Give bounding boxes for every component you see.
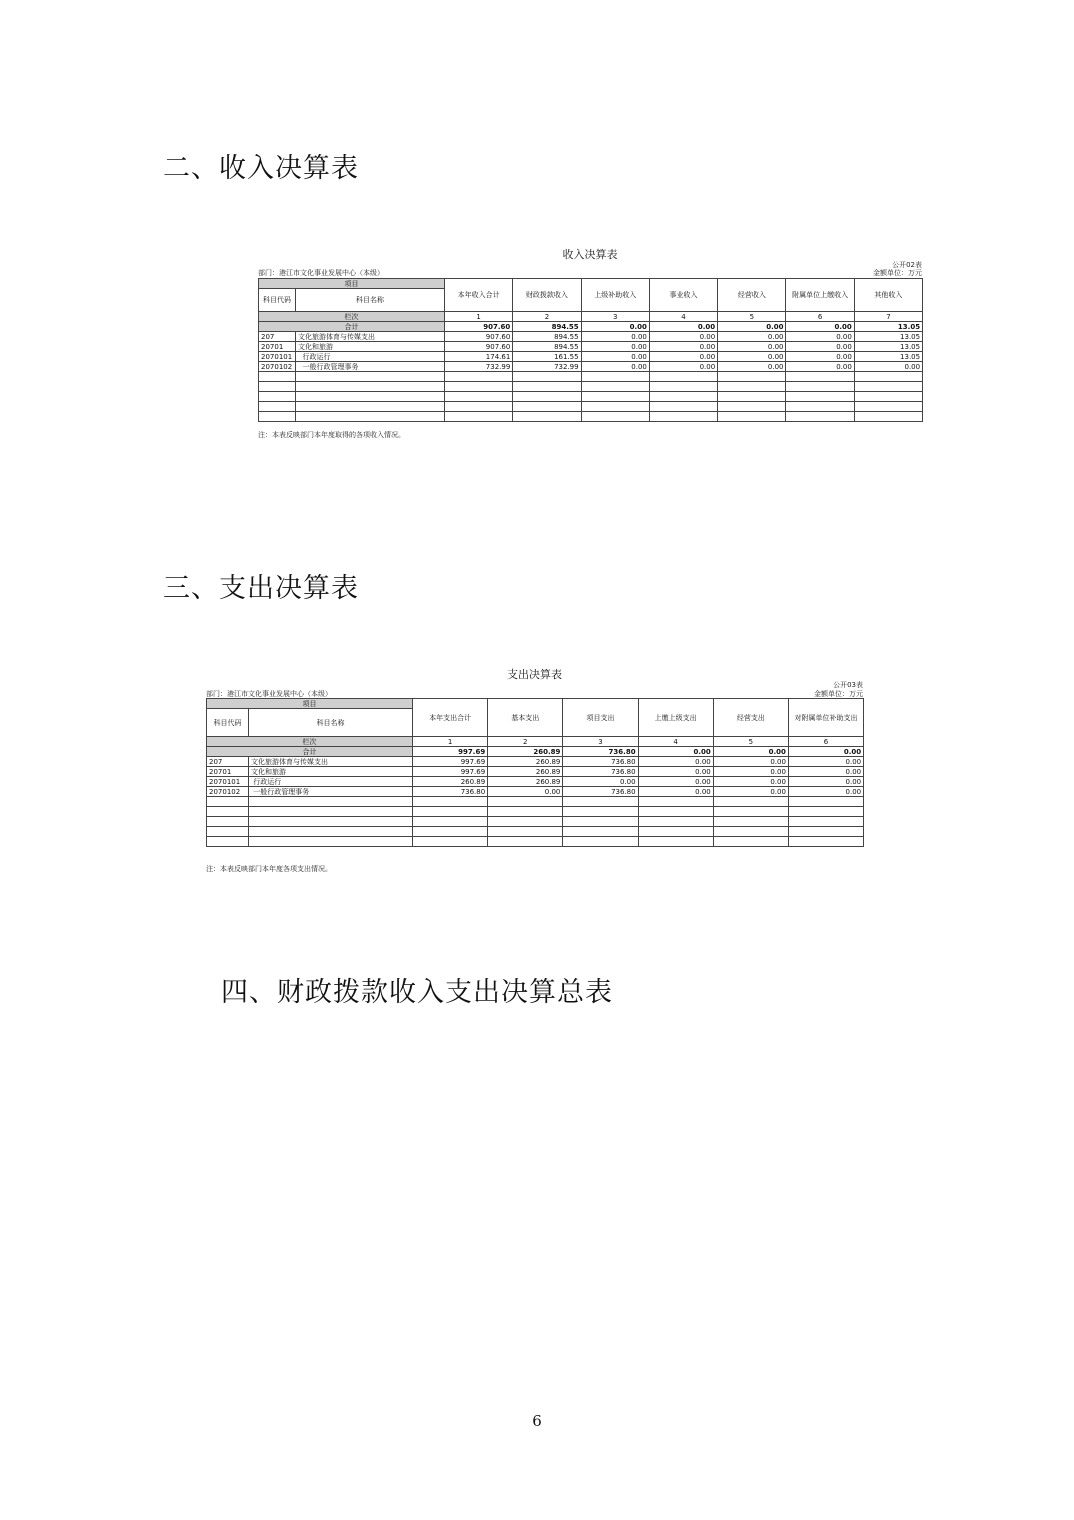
income-note: 注：本表反映部门本年度取得的各项收入情况。 [258, 431, 405, 439]
value-cell: 0.00 [786, 362, 854, 372]
column-header: 经营支出 [713, 699, 788, 737]
column-header: 项目支出 [563, 699, 638, 737]
subject-name-cell: 文化旅游体育与传媒支出 [296, 332, 445, 342]
empty-cell [713, 837, 788, 847]
page-number: 6 [532, 1412, 542, 1430]
empty-cell [445, 392, 513, 402]
table-row [259, 362, 923, 372]
value-cell: 907.60 [445, 342, 513, 352]
empty-cell [259, 372, 296, 382]
value-cell: 0.00 [718, 352, 786, 362]
table-row [259, 332, 923, 342]
total-row [259, 322, 923, 332]
value-cell: 0.00 [713, 757, 788, 767]
income-table-title: 收入决算表 [562, 248, 618, 261]
empty-row [259, 382, 923, 392]
empty-cell [786, 372, 854, 382]
table-row [207, 767, 864, 777]
value-cell: 0.00 [638, 757, 713, 767]
group-header-cell: 项目 [259, 279, 445, 289]
income-table [258, 278, 923, 422]
empty-cell [638, 827, 713, 837]
empty-cell [563, 797, 638, 807]
empty-cell [259, 412, 296, 422]
empty-cell [649, 392, 717, 402]
seq-cell: 4 [638, 737, 713, 747]
empty-cell [296, 382, 445, 392]
empty-cell [638, 797, 713, 807]
value-cell: 0.00 [788, 767, 863, 777]
empty-cell [718, 402, 786, 412]
subject-code-cell: 2070102 [259, 362, 296, 372]
empty-cell [413, 817, 488, 827]
code-header: 科目代码 [207, 709, 249, 737]
empty-cell [249, 837, 413, 847]
value-cell: 0.00 [488, 787, 563, 797]
empty-cell [718, 372, 786, 382]
empty-cell [788, 817, 863, 827]
subject-code-cell: 207 [259, 332, 296, 342]
empty-cell [649, 382, 717, 392]
value-cell: 0.00 [638, 777, 713, 787]
empty-cell [445, 372, 513, 382]
empty-cell [296, 392, 445, 402]
value-cell: 174.61 [445, 352, 513, 362]
column-header: 基本支出 [488, 699, 563, 737]
income-table-block [258, 244, 922, 444]
value-cell: 13.05 [854, 332, 922, 342]
empty-cell [581, 392, 649, 402]
table-row [259, 352, 923, 362]
empty-cell [513, 382, 581, 392]
value-cell: 0.00 [638, 787, 713, 797]
value-cell: 0.00 [649, 362, 717, 372]
value-cell: 997.69 [413, 757, 488, 767]
value-cell: 736.80 [563, 787, 638, 797]
subject-name-cell: 文化旅游体育与传媒支出 [249, 757, 413, 767]
table-row [207, 757, 864, 767]
empty-cell [513, 402, 581, 412]
column-header: 经营收入 [718, 279, 786, 312]
empty-cell [249, 817, 413, 827]
empty-cell [296, 412, 445, 422]
value-cell: 0.00 [638, 767, 713, 777]
empty-cell [249, 807, 413, 817]
value-cell: 0.00 [713, 777, 788, 787]
seq-cell: 2 [488, 737, 563, 747]
subject-code-cell: 2070102 [207, 787, 249, 797]
empty-cell [488, 827, 563, 837]
empty-cell [788, 807, 863, 817]
value-cell: 0.00 [718, 342, 786, 352]
subject-name-cell: 文化和旅游 [296, 342, 445, 352]
subject-name-cell: 行政运行 [296, 352, 445, 362]
column-header: 财政拨款收入 [513, 279, 581, 312]
empty-cell [713, 827, 788, 837]
seq-cell: 1 [413, 737, 488, 747]
subject-name-cell: 一般行政管理事务 [249, 787, 413, 797]
empty-cell [788, 837, 863, 847]
total-cell: 260.89 [488, 747, 563, 757]
value-cell: 732.99 [513, 362, 581, 372]
empty-cell [638, 817, 713, 827]
header-row [207, 699, 864, 709]
empty-cell [638, 807, 713, 817]
column-header: 本年支出合计 [413, 699, 488, 737]
value-cell: 260.89 [488, 757, 563, 767]
expense-form-no: 公开03表 [833, 681, 863, 689]
total-cell: 0.00 [788, 747, 863, 757]
seq-cell: 5 [713, 737, 788, 747]
total-cell: 0.00 [649, 322, 717, 332]
value-cell: 260.89 [413, 777, 488, 787]
seq-cell: 1 [445, 312, 513, 322]
value-cell: 161.55 [513, 352, 581, 362]
value-cell: 894.55 [513, 342, 581, 352]
empty-cell [713, 807, 788, 817]
expense-table [206, 698, 864, 847]
name-header: 科目名称 [296, 289, 445, 312]
total-row [207, 747, 864, 757]
expense-note: 注：本表反映部门本年度各项支出情况。 [206, 865, 332, 873]
empty-cell [786, 382, 854, 392]
empty-cell [649, 412, 717, 422]
seq-cell: 5 [718, 312, 786, 322]
seq-cell: 6 [786, 312, 854, 322]
value-cell: 736.80 [563, 767, 638, 777]
empty-row [259, 392, 923, 402]
total-cell: 894.55 [513, 322, 581, 332]
column-header: 上级补助收入 [581, 279, 649, 312]
empty-cell [713, 817, 788, 827]
seq-row [207, 737, 864, 747]
expense-table-block [206, 664, 863, 876]
value-cell: 13.05 [854, 342, 922, 352]
table-row [207, 787, 864, 797]
empty-cell [786, 402, 854, 412]
seq-cell: 3 [581, 312, 649, 322]
value-cell: 0.00 [718, 362, 786, 372]
empty-cell [718, 412, 786, 422]
value-cell: 0.00 [581, 332, 649, 342]
seq-row [259, 312, 923, 322]
empty-cell [581, 382, 649, 392]
empty-cell [296, 372, 445, 382]
seq-cell: 7 [854, 312, 922, 322]
empty-cell [488, 817, 563, 827]
section-heading-income: 二、收入决算表 [163, 153, 359, 184]
column-header: 其他收入 [854, 279, 922, 312]
empty-cell [638, 837, 713, 847]
table-row [207, 777, 864, 787]
empty-cell [713, 797, 788, 807]
seq-cell: 4 [649, 312, 717, 322]
value-cell: 997.69 [413, 767, 488, 777]
group-header-cell: 项目 [207, 699, 413, 709]
empty-cell [854, 392, 922, 402]
empty-cell [649, 402, 717, 412]
value-cell: 260.89 [488, 767, 563, 777]
total-cell: 997.69 [413, 747, 488, 757]
empty-row [259, 402, 923, 412]
empty-cell [563, 837, 638, 847]
value-cell: 0.00 [786, 342, 854, 352]
empty-cell [854, 402, 922, 412]
seq-label: 栏次 [207, 737, 413, 747]
value-cell: 0.00 [788, 787, 863, 797]
column-header: 本年收入合计 [445, 279, 513, 312]
table-row [259, 342, 923, 352]
empty-cell [788, 797, 863, 807]
subject-code-cell: 2070101 [259, 352, 296, 362]
column-header: 对附属单位补助支出 [788, 699, 863, 737]
value-cell: 0.00 [713, 767, 788, 777]
value-cell: 0.00 [786, 332, 854, 342]
empty-row [207, 807, 864, 817]
income-dept: 部门：港江市文化事业发展中心（本级） [258, 269, 384, 277]
value-cell: 0.00 [788, 757, 863, 767]
value-cell: 0.00 [718, 332, 786, 342]
income-form-no: 公开02表 [892, 261, 922, 269]
empty-cell [249, 827, 413, 837]
empty-row [207, 817, 864, 827]
empty-cell [718, 382, 786, 392]
empty-cell [488, 837, 563, 847]
empty-cell [445, 402, 513, 412]
empty-cell [854, 372, 922, 382]
column-header: 上缴上级支出 [638, 699, 713, 737]
empty-cell [413, 837, 488, 847]
value-cell: 732.99 [445, 362, 513, 372]
empty-cell [649, 372, 717, 382]
expense-table-title: 支出决算表 [507, 668, 562, 681]
total-cell: 0.00 [638, 747, 713, 757]
empty-cell [513, 392, 581, 402]
value-cell: 0.00 [581, 342, 649, 352]
value-cell: 907.60 [445, 332, 513, 342]
subject-name-cell: 行政运行 [249, 777, 413, 787]
empty-cell [259, 392, 296, 402]
total-cell: 13.05 [854, 322, 922, 332]
value-cell: 260.89 [488, 777, 563, 787]
empty-cell [581, 402, 649, 412]
empty-cell [513, 372, 581, 382]
value-cell: 0.00 [649, 332, 717, 342]
value-cell: 0.00 [788, 777, 863, 787]
subject-code-cell: 2070101 [207, 777, 249, 787]
total-label: 合计 [259, 322, 445, 332]
empty-row [207, 837, 864, 847]
empty-cell [413, 797, 488, 807]
empty-cell [207, 807, 249, 817]
empty-cell [249, 797, 413, 807]
seq-cell: 2 [513, 312, 581, 322]
subject-code-cell: 207 [207, 757, 249, 767]
empty-cell [513, 412, 581, 422]
value-cell: 736.80 [413, 787, 488, 797]
empty-cell [563, 807, 638, 817]
empty-cell [259, 382, 296, 392]
subject-code-cell: 20701 [207, 767, 249, 777]
total-cell: 0.00 [713, 747, 788, 757]
value-cell: 0.00 [649, 352, 717, 362]
value-cell: 736.80 [563, 757, 638, 767]
section-heading-fiscal-summary: 四、财政拨款收入支出决算总表 [221, 977, 613, 1008]
empty-cell [718, 392, 786, 402]
subject-name-cell: 一般行政管理事务 [296, 362, 445, 372]
total-cell: 0.00 [786, 322, 854, 332]
value-cell: 0.00 [581, 352, 649, 362]
section-heading-expense: 三、支出决算表 [163, 573, 359, 604]
empty-row [259, 372, 923, 382]
empty-cell [207, 827, 249, 837]
total-label: 合计 [207, 747, 413, 757]
total-cell: 907.60 [445, 322, 513, 332]
value-cell: 0.00 [581, 362, 649, 372]
empty-cell [488, 797, 563, 807]
header-row [259, 279, 923, 289]
empty-cell [581, 412, 649, 422]
empty-cell [259, 402, 296, 412]
value-cell: 0.00 [854, 362, 922, 372]
code-header: 科目代码 [259, 289, 296, 312]
empty-row [207, 827, 864, 837]
name-header: 科目名称 [249, 709, 413, 737]
seq-cell: 6 [788, 737, 863, 747]
empty-cell [296, 402, 445, 412]
empty-cell [788, 827, 863, 837]
value-cell: 894.55 [513, 332, 581, 342]
empty-cell [786, 392, 854, 402]
empty-cell [413, 827, 488, 837]
total-cell: 736.80 [563, 747, 638, 757]
empty-cell [413, 807, 488, 817]
value-cell: 13.05 [854, 352, 922, 362]
seq-label: 栏次 [259, 312, 445, 322]
value-cell: 0.00 [786, 352, 854, 362]
empty-cell [786, 412, 854, 422]
empty-cell [445, 382, 513, 392]
seq-cell: 3 [563, 737, 638, 747]
empty-row [207, 797, 864, 807]
column-header: 事业收入 [649, 279, 717, 312]
column-header: 附属单位上缴收入 [786, 279, 854, 312]
empty-cell [207, 837, 249, 847]
subject-name-cell: 文化和旅游 [249, 767, 413, 777]
empty-row [259, 412, 923, 422]
empty-cell [207, 797, 249, 807]
value-cell: 0.00 [649, 342, 717, 352]
expense-dept: 部门：港江市文化事业发展中心（本级） [206, 690, 332, 698]
empty-cell [488, 807, 563, 817]
income-unit: 金额单位：万元 [873, 269, 922, 277]
total-cell: 0.00 [581, 322, 649, 332]
value-cell: 0.00 [713, 787, 788, 797]
empty-cell [563, 827, 638, 837]
empty-cell [581, 372, 649, 382]
empty-cell [563, 817, 638, 827]
empty-cell [854, 382, 922, 392]
expense-unit: 金额单位：万元 [814, 690, 863, 698]
total-cell: 0.00 [718, 322, 786, 332]
empty-cell [207, 817, 249, 827]
empty-cell [445, 412, 513, 422]
subject-code-cell: 20701 [259, 342, 296, 352]
empty-cell [854, 412, 922, 422]
value-cell: 0.00 [563, 777, 638, 787]
